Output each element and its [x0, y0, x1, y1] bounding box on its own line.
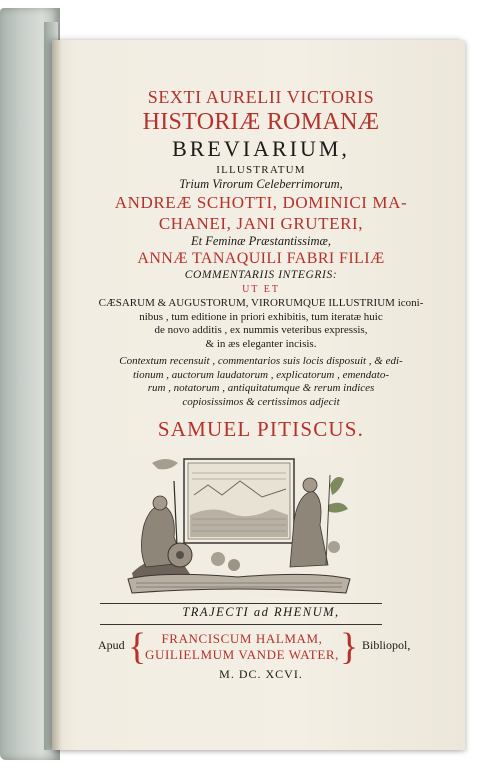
top-rule	[100, 603, 382, 604]
engraved-vignette-icon	[122, 455, 355, 598]
block2-line: rum , notatorum , antiquitatumque & rerum indices	[147, 382, 375, 394]
title-line-anna: ANNÆ TANAQUILI FABRI FILIÆ	[137, 250, 385, 267]
block1-line: nibus , tum editione in priori exhibitis, tum iteratæ huic	[139, 310, 383, 323]
title-line-commentators-2: CHANEI, JANI GRUTERI,	[158, 214, 364, 233]
block1-line: de novo additis , ex nummis veteribus expressis,	[154, 324, 368, 336]
title-line-commentariis: COMMENTARIIS INTEGRIS:	[184, 269, 338, 281]
title-line-trium: Trium Virorum Celeberrimorum,	[179, 177, 343, 191]
title-line-work: HISTORIÆ ROMANÆ	[142, 109, 380, 135]
title-line-commentators-1: ANDREÆ SCHOTTI, DOMINICI MA-	[114, 193, 408, 212]
bottom-rule	[100, 624, 382, 625]
title-line-breviarium: BREVIARIUM,	[172, 136, 350, 161]
printer-halma: FRANCISCUM HALMAM,	[161, 631, 323, 646]
block1-line: & in æs eleganter incisis.	[205, 337, 317, 350]
editor-description-block	[96, 355, 426, 409]
editor-name: SAMUEL PITISCUS.	[157, 417, 365, 441]
block2-line: tionum , auctorum laudatorum , explicatorum , emendato-	[132, 368, 390, 381]
block2-line: copiosissimos & certissimos adjecit	[182, 395, 340, 408]
block1-line: CÆSARUM & AUGUSTORUM, VIRORUMQUE ILLUSTRIUM iconi-	[98, 297, 424, 309]
imprint	[62, 628, 460, 686]
title-line-ut-et: UT ET	[242, 284, 280, 295]
imprint-bibliopol: Bibliopol,	[362, 638, 411, 652]
imprint-apud: Apud	[98, 638, 125, 652]
icon-description-block	[96, 297, 426, 351]
block2-line: Contextum recensuit , commentarios suis locis disposuit , & edi-	[119, 355, 403, 367]
right-brace-icon: }	[340, 626, 359, 668]
title-line-illustratum: ILLUSTRATUM	[216, 164, 306, 176]
title-page-text	[62, 40, 460, 442]
imprint-date: M. DC. XCVI.	[219, 667, 303, 681]
title-line-feminae: Et Feminæ Præstantissimæ,	[191, 234, 331, 248]
left-brace-icon: {	[128, 626, 147, 668]
gutter-shadow	[52, 40, 62, 750]
title-line-author-name: SEXTI AURELII VICTORIS	[147, 87, 375, 107]
printer-vande-water: GUILIELMUM VANDE WATER,	[145, 647, 339, 662]
imprint-place: TRAJECTI ad RHENUM,	[182, 605, 340, 619]
